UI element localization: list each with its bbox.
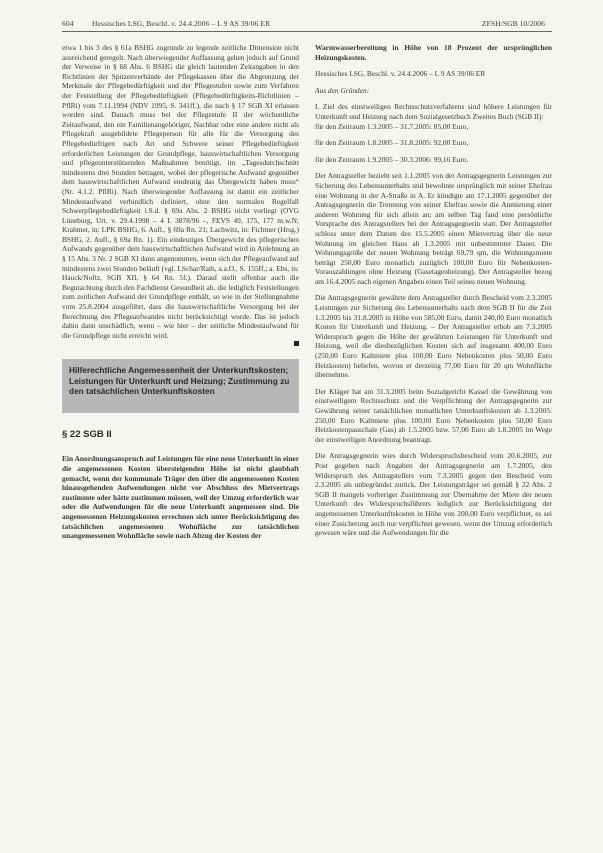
end-mark-row xyxy=(62,339,299,347)
body-paragraph: etwa 1 bis 3 des § 61a BSHG zugrunde zu legende zeitliche Dimension nicht ausreichend geregelt. Nach überwiegender Auffassung gehen jedoch auf Grund der Verweise in § 68 Abs. 6 BSHG die gleich lautenden Zeitangaben in den Richtlinien der Spitzenverbände der Pflegekassen über die Abgrenzung der Merkmale der Pflegebedürftigkeit und der Pflegestufen sowie zum Verfahren der Feststellung der Pflegebedürftigkeit (Pflegebedürftigkeits-Richtlinien – PflRi) vom 7.11.1994 (NDV 1995, S. 341ff.), die nach § 17 SGB XI erlassen worden sind. Danach muss bei der Pflegestufe II der wöchentliche Zeitaufwand, den ein Familienangehöriger, Nachbar oder eine andere nicht als Pflegekraft ausgebildete Pflegeperson für alle für die Versorgung des Pflegebedürftigen nach Art und Schwere seiner Pflegebedürftigkeit erforderlichen Leistungen der Grundpflege, hauswirtschaftlichen Versorgung und pflegeunterstützenden Maßnahmen benötigt, im „Tagesdurchschnitt mindestens drei Stunden betragen, wobei der pflegerische Aufwand gegenüber dem hauswirtschaftlichen Aufwand eindeutig das Übergewicht haben muss“ (Nr. 4.1.2. PflRi). Nach überwiegender Auffassung ist damit ein zeitlicher Mindestaufwand verbindlich definiert, ohne den normalen Regelfall Schwerpflegebedürftigkeit i.S.d. § 69a Abs. 2 BSHG nicht vorliegt (OVG Lüneburg, Urt. v. 29.4.1998 – 4 L 3878/96 –, FEVS 49, 175, 177 m.w.N; Krahmer, in: LPK BSHG, 6. Aufl., § 69a Rn. 21; Lachwitz, in: Fichtner (Hrsg.) BSHG, 2. Aufl., § 69a Rn. 1). Ein eindeutiges Übergewicht des pflegerischen Aufwands gegenüber dem hauswirtschaftlichen Aufwand wird in Anlehnung an § 15 Abs. 3 Nr. 2 SGB XI dann angenommen, wenn sich der Pflegeaufwand auf mindestens zwei Stunden beläuft (vgl. LSchar/Rath, a.a.O., S. 155ff.; a. Ebs, in: Hauck/Noftz, SGB XII, § 64 Rn. 5f.). Darauf stellt offenbar auch die Begutachtung durch den Fachdienst Gesundheit ab, die lediglich Feststellungen zum zeitlichen Aufwand der Grundpflege enthält, so wie in der Stellungnahme vom 25.8.2004 ausgeführt, dass die hauswirtschaftliche Versorgung bei der Berechnung des Pflegeaufwandes nicht berücksichtigt wurde. Das ist jedoch dahin dann unschädlich, wenn – wie hier – der zeitliche Mindestaufwand für die Grundpflege nicht erreicht wird. xyxy=(62,43,299,340)
body-paragraph: Der Antragsteller bezieht seit 1.1.2005 von der Antragsgegnerin Leistungen zur Sicherung des Lebensunterhalts und bewohnte ursprünglich mit seiner Ehefrau eine Wohnung in der A-Straße in A. Er kündigte am 17.1.2005 gegenüber der Antragsgegnerin die Trennung von seiner Ehefrau sowie die Anmietung einer anderen Wohnung für sich allein an; am selben Tag fand eine persönliche Vorsprache des Antragstellers bei der Antragsgegnerin statt. Der Antragsteller schloss unter dem Datum des 15.5.2005 einen Mietvertrag über die neue Wohnung im gleichen Haus ab 1.3.2005 mit unbestimmter Dauer. Die Wohnungsgröße der neuen Wohnung beträgt 69,79 qm, die Wohnungsmiete beträgt 250,00 Euro monatlich zuzüglich 100,00 Euro für Nebenkosten-Vorauszahlungen ohne Heizung (Gasetagenheizung). Der Antragsteller bezog am 16.4.2005 nach eigenen Angaben einen Teil seines neuen Wohnung. xyxy=(315,171,552,286)
body-paragraph: I. Ziel des einstweiligen Rechtsschutzverfahrens sind höhere Leistungen für Unterkunft und Heizung nach dem Sozialgesetzbuch Zweites Buch (SGB II): xyxy=(315,102,552,121)
period-line: für den Zeitraum 1.3.2005 – 31.7.2005: 85,00 Euro, xyxy=(315,121,469,131)
journal-reference: ZFSH/SGB 10/2006 xyxy=(481,19,545,28)
page-number: 604 xyxy=(62,19,74,28)
right-column xyxy=(315,43,552,545)
period-line: für den Zeitraum 1.9.2005 – 30.3.2006: 99,16 Euro. xyxy=(315,154,469,164)
body-paragraph: Der Kläger hat am 31.3.2005 beim Sozialgericht Kassel die Gewährung von einstweiligem Rechtsschutz und die Verpflichtung der Antragsgegnerin zur Gewährung seiner tatsächlichen monatlichen Unterkunftskosten ab 1.3.2005: 250,00 Euro Kaltmiete plus 100,00 Euro Nebenkosten plus 50,00 Euro Heizkostenpauschale (Gas) ab 1.5.2005 bzw. 57,00 Euro ab 1.8.2005 im Wege der einstweiligen Anordnung beantragt. xyxy=(315,386,552,444)
running-title: Hessisches LSG, Beschl. v. 24.4.2006 – L 9 AS 39/06 ER xyxy=(92,19,271,28)
court-citation: Hessisches LSG, Beschl. v. 24.4.2006 – L 9 AS 39/06 ER xyxy=(315,69,486,79)
left-column xyxy=(62,43,299,548)
grounds-heading: Aus den Gründen: xyxy=(315,85,370,95)
period-line: für den Zeitraum 1.8.2005 – 31.8.2005: 92,00 Euro, xyxy=(315,138,469,148)
statute-heading: § 22 SGB II xyxy=(62,429,112,441)
headnote-continuation: Warmwasserbereitung in Höhe von 18 Prozent der ursprünglichen Heizungskosten. xyxy=(315,43,552,62)
page-header xyxy=(0,0,603,28)
body-paragraph: Die Antragsgegnerin gewährte dem Antragsteller durch Bescheid vom 2.3.2005 Leistungen zur Sicherung des Lebensunterhalts nach dem SGB II für die Zeit 1.3.2005 bis 31.8.2005 in Höhe von 585,00 Euro, damit 240,00 Euro monatlich Kosten für Unterkunft und Heizung. – Der Antragsteller erhob am 7.3.2005 Widerspruch gegen die Höhe der gewährten Leistungen für Unterkunft und Heizung, weil die diesbezüglichen Kosten sich auf insgesamt 400,00 Euro (250,00 Euro Kaltmiete plus 100,00 Euro Nebenkosten plus 50,00 Euro Heizkosten) beliefen, wovon er derzeitig 77,00 Euro für 20 qm Wohnfläche übernehme. xyxy=(315,293,552,380)
headnote-keywords: Hilferechtliche Angemessenheit der Unterkunftskosten; Leistungen für Unterkunft und Heizung; Zustimmung zu den tatsächlichen Unterkunftskosten xyxy=(69,365,290,397)
header-rule xyxy=(62,31,552,32)
headnote-box xyxy=(62,359,299,413)
headnote-paragraph: Ein Anordnungsanspruch auf Leistungen für eine neue Unterkunft in einer die angemessenen Kosten übersteigenden Höhe ist nicht glaubhaft gemacht, wenn der kommunale Träger den über die angemessenen Kosten hinausgehenden Aufwendungen nicht vor Abschluss des Mietvertrags zustimmte oder hätte zustimmen müssen, weil der Umzug erforderlich war oder die Aufwendungen für die neue Unterkunft angemessen sind. Die angemessenen Heizungskosten errechnen sich unter Berücksichtigung des tatsächlichen angemessenen Wohnfläche zur tatsächlichen unangemessenen Wohnfläche sowie nach Abzug der Kosten der xyxy=(62,454,299,541)
body-paragraph: Die Antragsgegnerin wies durch Widerspruchsbescheid vom 20.6.2005, zur Post gegeben nach Angaben der Antragsgegnerin am 1.7.2005, den Widerspruch des Antragstellers vom 7.3.2005 gegen den Bescheid vom 2.3.2005 als unbegründet zurück. Der Leistungsträger sei gemäß § 22 Abs. 2 SGB II mangels vorheriger Zustimmung zur Übernahme der Miete der neuen Unterkunft des Widerspruchsführers lediglich zur Berücksichtigung der angemessenen Unterkunftskosten in Höhe von 200,00 Euro verpflichtet, es sei einer Zusicherung auch nur verpflichtet gewesen, wenn der Umzug erforderlich gewesen wäre und die Aufwendungen für die xyxy=(315,451,552,538)
end-of-article-mark xyxy=(294,341,299,346)
